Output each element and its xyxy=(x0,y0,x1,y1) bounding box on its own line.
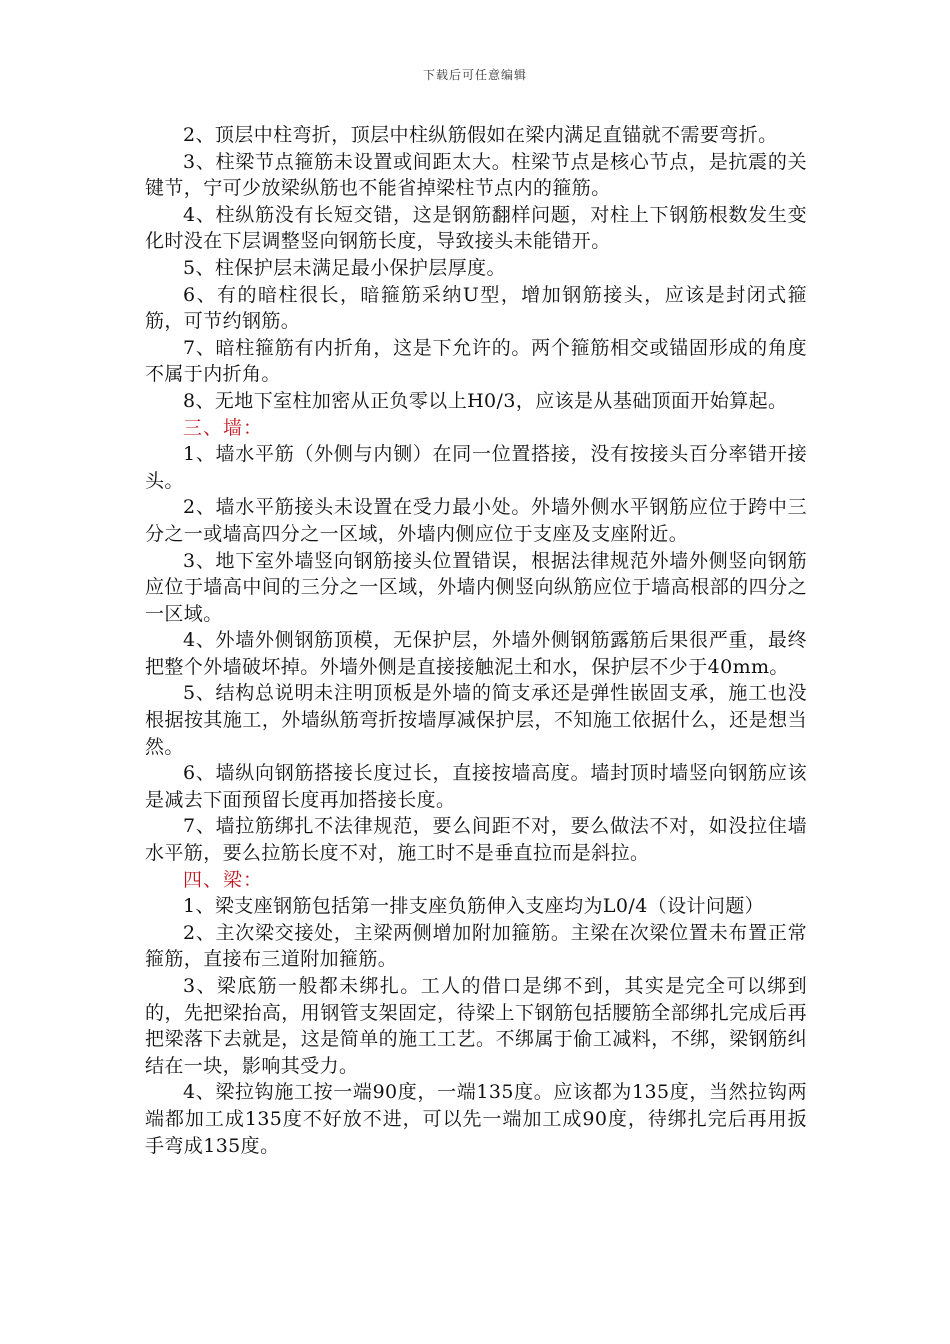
paragraph-column-2: 2、顶层中柱弯折，顶层中柱纵筋假如在梁内满足直锚就不需要弯折。 xyxy=(183,124,778,146)
paragraph-beam-2: 2、主次梁交接处，主梁两侧增加附加箍筋。主梁在次梁位置未布置正常箍筋，直接布三道附加箍筋。 xyxy=(145,921,807,971)
paragraph-column-5: 5、柱保护层未满足最小保护层厚度。 xyxy=(183,256,506,279)
paragraph-column-8: 8、无地下室柱加密从正负零以上H0/3，应该是从基础顶面开始算起。 xyxy=(183,389,788,412)
paragraph-column-4: 4、柱纵筋没有长短交错，这是钢筋翻样问题，对柱上下钢筋根数发生变化时没在下层调整竖向钢筋长度，导致接头未能错开。 xyxy=(145,203,807,253)
section-heading-beam: 四、梁： xyxy=(183,868,264,891)
paragraph-wall-1: 1、墙水平筋（外侧与内铡）在同一位置搭接，没有按接头百分率错开接头。 xyxy=(145,443,807,492)
paragraph-beam-3: 3、梁底筋一般都未绑扎。工人的借口是绑不到，其实是完全可以绑到的，先把梁抬高，用钢管支架固定，待梁上下钢筋包括腰筋全部绑扎完成后再把梁落下去就是，这是简单的施工工艺。不绑属于偷工减料，不绑，梁钢筋纠结在一块，影响其受力。 xyxy=(145,975,807,1077)
paragraph-column-6: 6、有的暗柱很长，暗箍筋采纳U型，增加钢筋接头，应该是封闭式箍筋，可节约钢筋。 xyxy=(145,283,807,333)
section-heading-wall: 三、墙： xyxy=(183,416,264,439)
paragraph-beam-1: 1、梁支座钢筋包括第一排支座负筋伸入支座均为L0/4（设计问题） xyxy=(183,895,765,918)
page-header: 下载后可任意编辑 xyxy=(422,68,527,82)
paragraph-column-7: 7、暗柱箍筋有内折角，这是下允许的。两个箍筋相交或锚固形成的角度不属于内折角。 xyxy=(145,336,807,386)
paragraph-wall-2: 2、墙水平筋接头未设置在受力最小处。外墙外侧水平钢筋应位于跨中三分之一或墙高四分之一区域，外墙内侧应位于支座及支座附近。 xyxy=(145,496,807,545)
paragraph-wall-7: 7、墙拉筋绑扎不法律规范，要么间距不对，要么做法不对，如没拉住墙水平筋，要么拉筋长度不对，施工时不是垂直拉而是斜拉。 xyxy=(145,815,807,865)
paragraph-wall-3: 3、地下室外墙竖向钢筋接头位置错误，根据法律规范外墙外侧竖向钢筋应位于墙高中间的三分之一区域，外墙内侧竖向纵筋应位于墙高根部的四分之一区域。 xyxy=(145,549,807,625)
paragraph-beam-4: 4、梁拉钩施工按一端90度，一端135度。应该都为135度，当然拉钩两端都加工成135度不好放不进，可以先一端加工成90度，待绑扎完后再用扳手弯成135度。 xyxy=(145,1081,807,1157)
paragraph-wall-6: 6、墙纵向钢筋搭接长度过长，直接按墙高度。墙封顶时墙竖向钢筋应该是减去下面预留长度再加搭接长度。 xyxy=(145,762,807,811)
document-body xyxy=(145,122,807,1159)
paragraph-wall-4: 4、外墙外侧钢筋顶模，无保护层，外墙外侧钢筋露筋后果很严重，最终把整个外墙破坏掉。外墙外侧是直接接触泥土和水，保护层不少于40mm。 xyxy=(145,629,807,678)
paragraph-column-3: 3、柱梁节点箍筋未设置或间距太大。柱梁节点是核心节点，是抗震的关键节，宁可少放梁纵筋也不能省掉梁柱节点内的箍筋。 xyxy=(145,150,807,200)
paragraph-wall-5: 5、结构总说明未注明顶板是外墙的简支承还是弹性嵌固支承，施工也没根据按其施工，外墙纵筋弯折按墙厚减保护层，不知施工依据什么，还是想当然。 xyxy=(145,682,807,758)
